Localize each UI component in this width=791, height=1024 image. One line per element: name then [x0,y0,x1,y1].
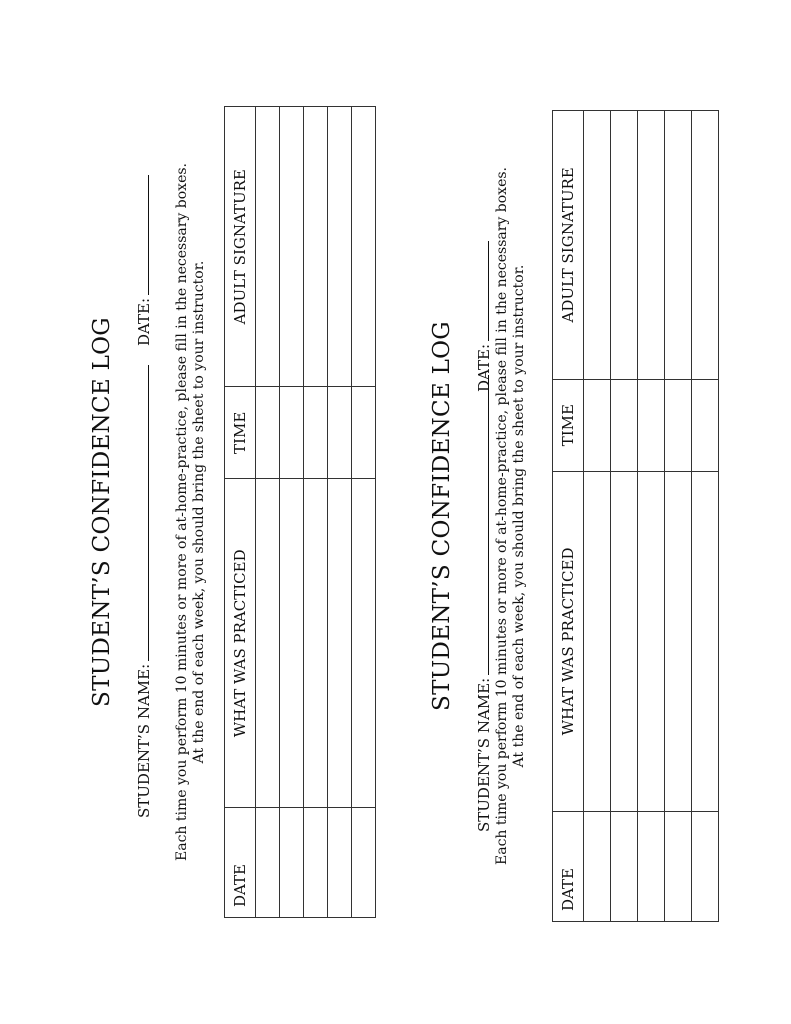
cell-practiced[interactable] [256,479,280,808]
cell-signature[interactable] [256,107,280,387]
cell-date[interactable] [611,812,638,922]
cell-time[interactable] [280,387,304,479]
date-line[interactable] [474,241,489,341]
cell-signature[interactable] [584,111,611,380]
cell-time[interactable] [665,379,692,471]
cell-time[interactable] [304,387,328,479]
student-name-field[interactable] [134,365,153,818]
column-header-date: DATE [553,812,584,922]
student-name-label: STUDENT’S NAME: [475,677,493,832]
cell-time[interactable] [638,379,665,471]
cell-practiced[interactable] [665,471,692,812]
cell-signature[interactable] [665,111,692,380]
cell-practiced[interactable] [304,479,328,808]
column-header-what-was-practiced: WHAT WAS PRACTICED [553,471,584,812]
column-header-what-was-practiced: WHAT WAS PRACTICED [225,479,256,808]
cell-time[interactable] [584,379,611,471]
cell-time[interactable] [328,387,352,479]
cell-date[interactable] [638,812,665,922]
cell-time[interactable] [256,387,280,479]
cell-date[interactable] [280,808,304,918]
cell-practiced[interactable] [584,471,611,812]
log-table [552,110,719,922]
confidence-log-1 [88,106,408,918]
log-table [224,106,376,918]
cell-signature[interactable] [280,107,304,387]
table-header-row [553,111,584,922]
date-field[interactable] [134,175,153,346]
cell-signature[interactable] [611,111,638,380]
cell-practiced[interactable] [638,471,665,812]
column-header-time: TIME [225,387,256,479]
table-row [692,111,719,922]
instructions-line-1: Each time you perform 10 minutes or more of at-home-practice, please fill in the necessary boxes. [174,163,190,861]
student-name-label: STUDENT’S NAME: [135,663,153,818]
cell-signature[interactable] [692,111,719,380]
date-label: DATE: [135,297,153,346]
confidence-log-2 [428,110,748,922]
cell-time[interactable] [352,387,376,479]
instructions-line-2: At the end of each week, you should bring the sheet to your instructor. [511,264,527,768]
student-name-line[interactable] [134,365,149,661]
cell-date[interactable] [584,812,611,922]
cell-practiced[interactable] [352,479,376,808]
cell-practiced[interactable] [692,471,719,812]
cell-time[interactable] [611,379,638,471]
table-header-row [225,107,256,918]
log-title: STUDENT’S CONFIDENCE LOG [429,321,455,711]
cell-date[interactable] [692,812,719,922]
cell-signature[interactable] [352,107,376,387]
table-row [584,111,611,922]
student-name-field[interactable] [474,375,493,832]
cell-signature[interactable] [638,111,665,380]
date-label: DATE: [475,343,493,392]
cell-date[interactable] [256,808,280,918]
name-date-fields [134,106,158,818]
table-row [280,107,304,918]
cell-time[interactable] [692,379,719,471]
cell-practiced[interactable] [280,479,304,808]
column-header-adult-signature: ADULT SIGNATURE [225,107,256,387]
cell-date[interactable] [304,808,328,918]
cell-date[interactable] [665,812,692,922]
column-header-time: TIME [553,379,584,471]
table-row [638,111,665,922]
table-row [304,107,328,918]
table-row [256,107,280,918]
cell-practiced[interactable] [611,471,638,812]
table-row [611,111,638,922]
table-row [665,111,692,922]
cell-date[interactable] [328,808,352,918]
cell-practiced[interactable] [328,479,352,808]
column-header-date: DATE [225,808,256,918]
cell-date[interactable] [352,808,376,918]
instructions-line-1: Each time you perform 10 minutes or more of at-home-practice, please fill in the necessary boxes. [494,167,510,865]
date-line[interactable] [134,175,149,295]
instructions-line-2: At the end of each week, you should bring the sheet to your instructor. [191,260,207,764]
student-name-line[interactable] [474,375,489,675]
column-header-adult-signature: ADULT SIGNATURE [553,111,584,380]
table-row [352,107,376,918]
table-row [328,107,352,918]
date-field[interactable] [474,241,493,392]
log-title: STUDENT’S CONFIDENCE LOG [89,317,115,707]
cell-signature[interactable] [304,107,328,387]
cell-signature[interactable] [328,107,352,387]
